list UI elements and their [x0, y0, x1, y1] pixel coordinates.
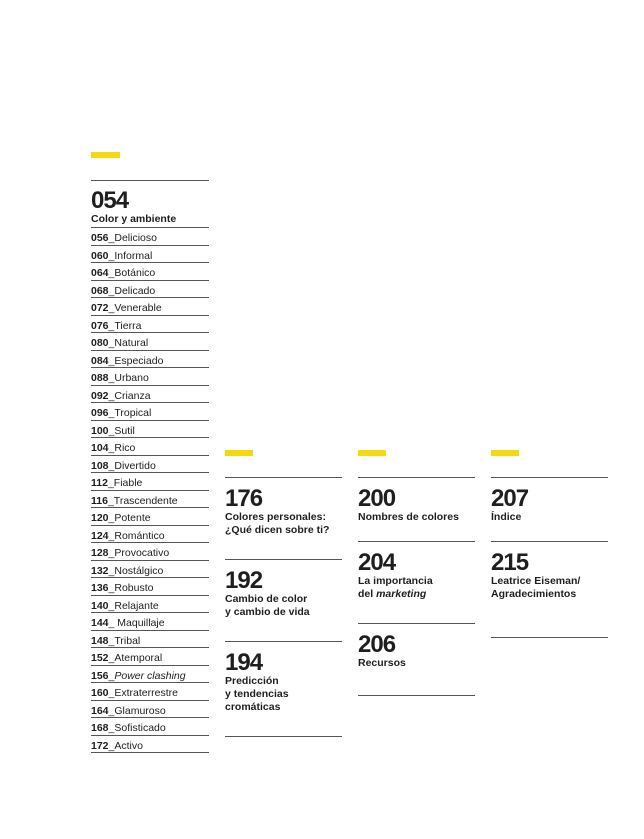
toc-item-separator: _ [108, 337, 115, 349]
toc-item-label: Sutil [114, 424, 135, 437]
toc-item-label: Provocativo [114, 547, 170, 559]
toc-column-2 [225, 477, 342, 737]
toc-item-separator: _ [108, 459, 115, 472]
section-number: 054 [91, 187, 129, 214]
toc-item[interactable] [91, 736, 209, 754]
toc-item-label: Divertido [114, 459, 156, 472]
toc-item-separator: _ [108, 267, 115, 279]
toc-item-label: Extraterrestre [114, 687, 178, 699]
toc-section[interactable] [225, 641, 342, 736]
toc-item-number: 068 [91, 284, 109, 297]
toc-item-number: 136 [91, 582, 109, 594]
toc-item-number: 104 [91, 442, 109, 454]
toc-item-label: Tribal [114, 634, 141, 647]
toc-column-4 [491, 477, 608, 638]
toc-item-label: Crianza [114, 389, 151, 402]
section-title: Cambio de color y cambio de vida [225, 593, 310, 618]
toc-item-number: 080 [91, 337, 109, 349]
accent-bar-col2 [225, 450, 253, 456]
toc-item-label: Relajante [114, 599, 159, 612]
toc-item-separator: _ [108, 232, 115, 244]
section-title: Color y ambiente [91, 213, 209, 228]
section-title: Índice [491, 511, 522, 523]
toc-item-number: 060 [91, 249, 109, 262]
toc-item[interactable] [91, 508, 209, 526]
section-title: Nombres de colores [358, 511, 459, 523]
toc-item-number: 152 [91, 652, 109, 664]
toc-item[interactable] [91, 333, 209, 351]
toc-item-label: Nostálgico [114, 564, 164, 577]
toc-item[interactable] [91, 526, 209, 544]
toc-section[interactable] [491, 477, 608, 541]
toc-item-label: Sofisticado [114, 722, 166, 734]
toc-item[interactable] [91, 491, 209, 509]
accent-bar-col3 [358, 450, 386, 456]
toc-item-number: 076 [91, 319, 109, 332]
toc-item[interactable] [91, 718, 209, 736]
toc-item-number: 112 [91, 477, 108, 489]
toc-item-separator: _ [108, 704, 115, 717]
column-bottom-rule [225, 736, 342, 737]
title-line-2-italic: marketing [376, 588, 427, 600]
toc-column-3 [358, 477, 475, 696]
toc-item-separator: _ [108, 739, 115, 752]
toc-item[interactable] [91, 701, 209, 719]
toc-item-number: 156 [91, 669, 109, 682]
title-line-2-prefix: del [358, 588, 377, 600]
toc-item-label: Botánico [114, 267, 156, 279]
toc-item-separator: _ [108, 319, 115, 332]
toc-item[interactable] [91, 316, 209, 334]
toc-item[interactable] [91, 613, 209, 631]
toc-item-separator: _ [108, 617, 115, 629]
toc-item-label: Atemporal [114, 652, 163, 664]
toc-item-label: Urbano [114, 372, 149, 384]
toc-item-number: 144 [91, 617, 109, 629]
toc-item[interactable] [91, 561, 209, 579]
toc-item[interactable] [91, 421, 209, 439]
section-number: 206 [358, 631, 396, 658]
toc-item-label: Tropical [114, 407, 152, 419]
toc-item-label: Especiado [114, 354, 164, 367]
toc-item[interactable] [91, 596, 209, 614]
toc-item-separator: _ [108, 442, 115, 454]
toc-item[interactable] [91, 438, 209, 456]
toc-item[interactable] [91, 298, 209, 316]
toc-item-separator: _ [108, 547, 115, 559]
toc-item-label: Maquillaje [114, 617, 165, 629]
toc-item-label: Potente [114, 512, 151, 524]
toc-item[interactable] [91, 281, 209, 299]
toc-item[interactable] [91, 631, 209, 649]
toc-item-label: Glamuroso [114, 704, 166, 717]
toc-item-separator: _ [108, 564, 115, 577]
toc-item-separator: _ [108, 389, 115, 402]
toc-item[interactable] [91, 578, 209, 596]
toc-item-label: Informal [114, 249, 153, 262]
toc-item-number: 100 [91, 424, 109, 437]
toc-item-number: 128 [91, 547, 109, 559]
section-title: Colores personales: ¿Qué dicen sobre ti? [225, 511, 330, 536]
toc-item-number: 116 [91, 494, 108, 507]
toc-item-number: 092 [91, 389, 109, 402]
toc-item-separator: _ [108, 407, 115, 419]
toc-item[interactable] [91, 543, 209, 561]
toc-item[interactable] [91, 403, 209, 421]
toc-item[interactable] [91, 351, 209, 369]
toc-item-separator: _ [107, 494, 114, 507]
toc-item-number: 140 [91, 599, 109, 612]
toc-item-separator: _ [108, 284, 115, 297]
section-number: 176 [225, 485, 263, 512]
section-title [358, 575, 475, 601]
toc-item-number: 108 [91, 459, 109, 472]
section-title: Recursos [358, 657, 406, 669]
toc-item-number: 072 [91, 302, 109, 314]
toc-item-label: Delicado [114, 284, 156, 297]
toc-item-separator: _ [108, 687, 115, 699]
toc-section[interactable] [358, 623, 475, 695]
toc-item-separator: _ [108, 722, 115, 734]
section-number: 204 [358, 549, 396, 576]
section-number: 192 [225, 567, 263, 594]
toc-section[interactable] [225, 477, 342, 559]
toc-item-separator: _ [108, 372, 115, 384]
toc-item-separator: _ [108, 424, 115, 437]
section-title: Leatrice Eiseman/ Agradecimientos [491, 575, 581, 600]
accent-bar-col1 [91, 152, 120, 158]
toc-item-label: Romántico [114, 529, 165, 542]
toc-item-number: 064 [91, 267, 109, 279]
toc-item-number: 056 [91, 232, 109, 244]
section-number: 194 [225, 649, 263, 676]
toc-item-label: Fiable [113, 477, 143, 489]
toc-item-label: Delicioso [114, 232, 157, 244]
title-line-1: La importancia [358, 575, 433, 587]
toc-item[interactable] [91, 648, 209, 666]
toc-item-separator: _ [108, 512, 115, 524]
toc-item-label: Venerable [114, 302, 162, 314]
toc-item-separator: _ [108, 634, 115, 647]
toc-section[interactable] [225, 559, 342, 641]
column-bottom-rule [358, 695, 475, 696]
toc-item-label: Robusto [114, 582, 154, 594]
toc-item-separator: _ [108, 302, 115, 314]
toc-item-label: Rico [114, 442, 136, 454]
toc-item-separator: _ [108, 582, 115, 594]
toc-item-label: Trascendente [113, 494, 178, 507]
toc-item-separator: _ [108, 599, 115, 612]
toc-section[interactable] [491, 541, 608, 637]
toc-item-label: Activo [114, 739, 143, 752]
toc-list [91, 228, 209, 753]
toc-item-separator: _ [108, 669, 115, 682]
section-number: 215 [491, 549, 529, 576]
toc-item-number: 172 [91, 739, 109, 752]
toc-item-number: 084 [91, 354, 109, 367]
toc-item-separator: _ [108, 652, 115, 664]
column-top-rule [91, 180, 209, 181]
toc-item-number: 124 [91, 529, 109, 542]
toc-column-1 [91, 180, 209, 753]
section-number: 207 [491, 485, 529, 512]
toc-item[interactable] [91, 473, 209, 491]
section-title: Predicción y tendencias cromáticas [225, 675, 289, 713]
toc-item-number: 148 [91, 634, 109, 647]
toc-item-separator: _ [108, 354, 115, 367]
toc-item-label: Tierra [114, 319, 142, 332]
toc-item-separator: _ [108, 249, 115, 262]
toc-item[interactable] [91, 386, 209, 404]
toc-item[interactable] [91, 666, 209, 684]
section-number: 200 [358, 485, 396, 512]
toc-section[interactable] [358, 477, 475, 541]
toc-item-separator: _ [108, 529, 115, 542]
toc-item[interactable] [91, 368, 209, 386]
toc-section[interactable] [358, 541, 475, 623]
accent-bar-col4 [491, 450, 519, 456]
toc-item-number: 160 [91, 687, 109, 699]
column-bottom-rule [491, 637, 608, 638]
toc-item[interactable] [91, 683, 209, 701]
toc-item-number: 096 [91, 407, 109, 419]
toc-item-number: 088 [91, 372, 109, 384]
toc-item-number: 120 [91, 512, 109, 524]
toc-item-number: 164 [91, 704, 109, 717]
toc-item-number: 168 [91, 722, 109, 734]
toc-item[interactable] [91, 228, 209, 246]
toc-item-number: 132 [91, 564, 109, 577]
toc-item-label: Natural [114, 337, 149, 349]
toc-item[interactable] [91, 456, 209, 474]
toc-item-separator: _ [107, 477, 114, 489]
toc-item[interactable] [91, 246, 209, 264]
toc-item-label: Power clashing [114, 669, 186, 682]
toc-item[interactable] [91, 263, 209, 281]
